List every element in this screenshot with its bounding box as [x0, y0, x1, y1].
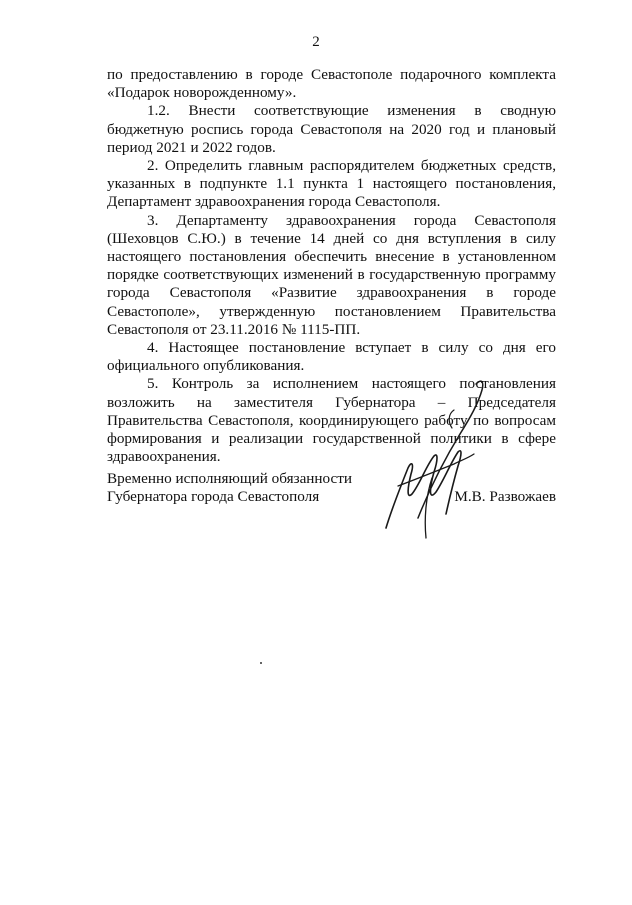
- paragraph-4: 4. Настоящее постановление вступает в силу со дня его официального опубликования.: [107, 339, 556, 375]
- signer-title: [107, 470, 352, 506]
- scan-speck: [260, 662, 262, 664]
- signer-title-line-2: Губернатора города Севастополя: [107, 488, 320, 506]
- signature-block: [107, 470, 556, 550]
- signer-name: М.В. Развожаев: [454, 488, 556, 505]
- paragraph-2: 2. Определить главным распорядителем бюджетных средств, указанных в подпункте 1.1 пункта 1 настоящего постановления, Департамент здравоохранения города Севастополя.: [107, 157, 556, 211]
- paragraph-3: 3. Департаменту здравоохранения города Севастополя (Шеховцов С.Ю.) в течение 14 дней со дня вступления в силу настоящего постановления обеспечить внесение в установленном порядке соответствующих изменений в государственную программу города Севастополя «Развитие здравоохранения в городе Севастополе», утвержденную постановлением Правительства Севастополя от 23.11.2016 № 1115-ПП.: [107, 211, 556, 338]
- signer-title-line-1: Временно исполняющий обязанности: [107, 470, 353, 487]
- page-number: 2: [312, 34, 320, 50]
- document-body: [107, 66, 556, 466]
- paragraph-1-2: 1.2. Внести соответствующие изменения в сводную бюджетную роспись города Севастополя на 2020 год и плановый период 2021 и 2022 годов.: [107, 102, 556, 156]
- paragraph-5: 5. Контроль за исполнением настоящего постановления возложить на заместителя Губернатора – Председателя Правительства Севастополя, координирующего работу по вопросам формирования и реализации государственной политики в сфере здравоохранения.: [107, 375, 556, 466]
- paragraph-continuation: по предоставлению в городе Севастополе подарочного комплекта «Подарок новорожденному».: [107, 66, 556, 102]
